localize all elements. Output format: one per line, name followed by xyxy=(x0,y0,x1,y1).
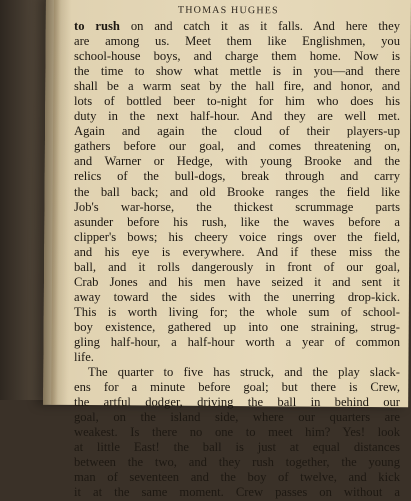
text-line: are among us. Meet them like Englishmen, you xyxy=(74,34,400,49)
text-line: ens for a minute before goal; but there is Crew, xyxy=(74,380,400,395)
text-line: duty in the next half-hour. And they are well met. xyxy=(74,109,400,124)
text-line: shall be a warm seat by the hall fire, and honor, and xyxy=(74,79,400,94)
text-line: man of seventeen and the boy of twelve, and kick xyxy=(74,470,400,485)
text-line: the ball back; and old Brooke ranges the field like xyxy=(74,184,400,199)
text-line: at little East! the ball is just at equal distances xyxy=(74,440,400,455)
text-line xyxy=(74,19,400,34)
text-line: boy existence, gathered up into one straining, strug- xyxy=(74,319,400,334)
text-line: the time to show what mettle is in you—and there xyxy=(74,64,400,79)
text-line: goal, on the island side, where our quarters are xyxy=(74,410,400,425)
text-line: the artful dodger, driving the ball in behind our xyxy=(74,395,400,410)
text-line: weakest. Is there no one to meet him? Yes! look xyxy=(74,425,400,440)
text-line: and his eye is everywhere. And if these miss the xyxy=(74,244,400,259)
text-line: it at the same moment. Crew passes on without a xyxy=(74,485,400,500)
text-line-lead: to rush xyxy=(74,19,120,33)
text-line: gling half-hour, a half-hour worth a year of common xyxy=(74,334,400,349)
text-line: between the two, and they rush together, the young xyxy=(74,455,400,470)
text-line: and Warner or Hedge, with young Brooke and the xyxy=(74,154,400,169)
text-line: Crab Jones and his men have seized it and sent it xyxy=(74,274,400,289)
text-line: life. xyxy=(74,350,94,365)
text-line: away toward the sides with the unerring drop-kick. xyxy=(74,289,400,304)
text-line: clipper's bows; his cheery voice rings over the field, xyxy=(74,229,400,244)
text-line: Job's war-horse, the thickest scrummage parts xyxy=(74,199,400,214)
text-line: gathers before our goal, and comes threatening on, xyxy=(74,139,400,154)
text-line: lots of bottled beer to-night for him who does his xyxy=(74,94,400,109)
text-line: Again and again the cloud of their players-up xyxy=(74,124,400,139)
text-line: relics of the bull-dogs, break through and carry xyxy=(74,169,400,184)
text-line: school-house boys, and charge them home. Now is xyxy=(74,49,400,64)
text-line-rest: on and catch it as it falls. And here they xyxy=(119,19,400,33)
text-line: This is worth living for; the whole sum of school- xyxy=(74,304,400,319)
text-line: The quarter to five has struck, and the play slack- xyxy=(88,365,400,380)
running-head: THOMAS HUGHES xyxy=(177,4,279,17)
text-line: ball, and it rolls dangerously in front of our goal, xyxy=(74,259,400,274)
text-line: asunder before his rush, like the waves before a xyxy=(74,214,400,229)
body-text xyxy=(74,19,400,501)
